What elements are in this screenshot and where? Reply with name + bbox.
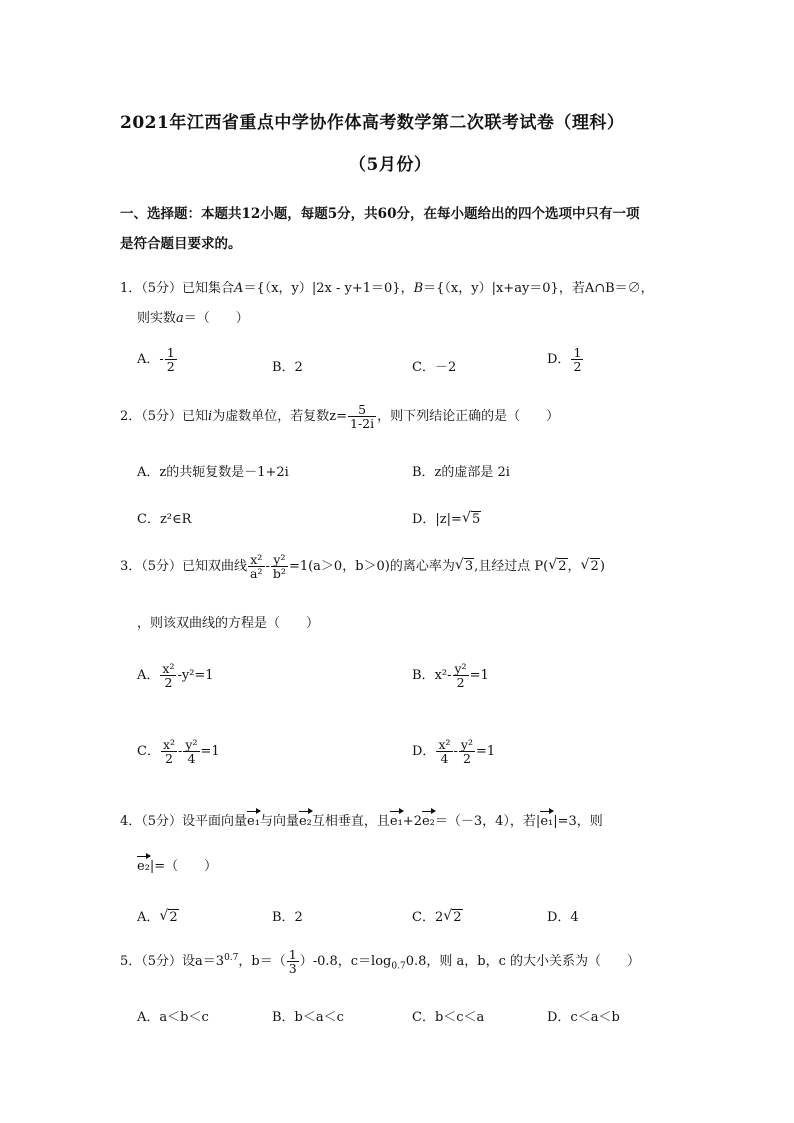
sqrt: √ 5 (462, 512, 481, 527)
question-1-option-c: C．－2 (412, 360, 457, 375)
document-subtitle: （5月份） (349, 155, 432, 175)
question-1-option-a: A．- $\frac{1}{2}$ (137, 345, 175, 375)
fraction: $\frac{5}{1-2i}$ (349, 402, 375, 432)
vector-e2: e₂ (421, 814, 435, 829)
sqrt: √ 2 (443, 910, 462, 925)
vector-e1: e₁ (389, 814, 403, 829)
question-4-stem-line2: e₂|=（ ） (137, 859, 218, 874)
question-5-option-c: C．b＜c＜a (412, 1010, 485, 1025)
question-3-option-b: B．x²- $\frac{\text{y²}}{2}$ =1 (412, 661, 489, 691)
fraction: $\frac{\text{x²}}{2}$ (162, 661, 175, 691)
fraction: $\frac{1}{2}$ (573, 345, 582, 375)
fraction: $\frac{\text{y²}}{\text{b²}}$ (272, 552, 286, 582)
vector-e1: e₁ (540, 814, 554, 829)
fraction: $\frac{1}{2}$ (166, 345, 175, 375)
question-1-stem: 1．（5分）已知集合A＝{（x，y）|2x - y+1＝0}，B＝{（x，y）|x+ay＝0}，若A∩B＝∅， (120, 281, 654, 296)
question-3-option-c: C． $\frac{\text{x²}}{2}$ - $\frac{\text{y²}}{4}$ =1 (137, 737, 220, 767)
question-5-option-d: D．c＜a＜b (547, 1010, 620, 1025)
question-2-option-b: B．z的虚部是 2i (412, 465, 510, 480)
question-5-option-b: B．b＜a＜c (272, 1010, 344, 1025)
fraction: $\frac{\text{y²}}{4}$ (185, 737, 198, 767)
question-3-stem: 3．（5分）已知双曲线 $\frac{\text{x²}}{\text{a²}}$ - $\frac{\text{y²}}{\text{b²}}$ =1(a＞0，b＞0)的离心率为√ 3,且经过点 P(√ 2，√ 2) (120, 553, 605, 580)
question-4-option-a: A．√ 2 (137, 906, 179, 925)
sqrt: √ 3 (455, 559, 474, 574)
sqrt: √ 2 (159, 910, 178, 925)
question-4-option-c: C．2√ 2 (412, 906, 463, 925)
question-2-option-d: D．|z|=√ 5 (412, 508, 481, 527)
fraction: $\frac{\text{y²}}{2}$ (460, 737, 473, 767)
fraction: $\frac{\text{x²}}{\text{a²}}$ (250, 552, 263, 582)
question-4-option-d: D．4 (547, 910, 579, 925)
question-3-option-a: A． $\frac{\text{x²}}{2}$ -y²=1 (137, 661, 214, 691)
vector-e2: e₂ (137, 859, 150, 874)
question-3-stem-line2: ，则该双曲线的方程是（ ） (137, 616, 320, 631)
fraction: $\frac{1}{3}$ (288, 947, 297, 977)
question-3-option-d: D． $\frac{\text{x²}}{4}$ - $\frac{\text{y²}}{2}$ =1 (412, 737, 496, 767)
vector-e1: e₁ (247, 814, 260, 829)
question-1-stem-line2: 则实数a＝（ ） (137, 311, 249, 326)
question-2-option-a: A．z的共轭复数是－1+2i (137, 465, 289, 480)
question-2-option-c: C．z²∈R (137, 512, 192, 527)
fraction: $\frac{\text{x²}}{2}$ (162, 737, 176, 767)
question-1-option-b: B．2 (272, 360, 303, 375)
vector-e2: e₂ (298, 814, 312, 829)
sqrt: √ 2 (581, 559, 600, 574)
question-2-stem: 2．（5分）已知i为虚数单位，若复数z= $\frac{5}{1-2i}$ ，则下列结论正确的是（ ） (120, 402, 560, 432)
question-4-option-b: B．2 (272, 910, 303, 925)
question-4-stem: 4．（5分）设平面向量e₁与向量e₂互相垂直，且e₁+2e₂＝（－3，4），若|e₁|=3，则 (120, 814, 603, 829)
sqrt: √ 2 (548, 559, 567, 574)
question-5-stem: 5．（5分）设$a=3^{0.7}$，b＝（ $\frac{1}{3}$ ）-0.8，$c=\log_{0.7}0.8$，则 a，b，c 的大小关系为（ ） (120, 947, 640, 977)
question-1-option-d: D． $\frac{1}{2}$ (547, 345, 582, 375)
section-heading-cont: 是符合题目要求的。 (120, 236, 242, 252)
fraction: $\frac{\text{y²}}{2}$ (454, 661, 467, 691)
section-heading: 一、选择题：本题共12小题，每题5分，共60分，在每小题给出的四个选项中只有一项 (120, 206, 640, 222)
document-title: 2021年江西省重点中学协作体高考数学第二次联考试卷（理科） (120, 113, 625, 133)
question-5-option-a: A．a＜b＜c (137, 1010, 209, 1025)
fraction: $\frac{\text{x²}}{4}$ (438, 737, 451, 767)
